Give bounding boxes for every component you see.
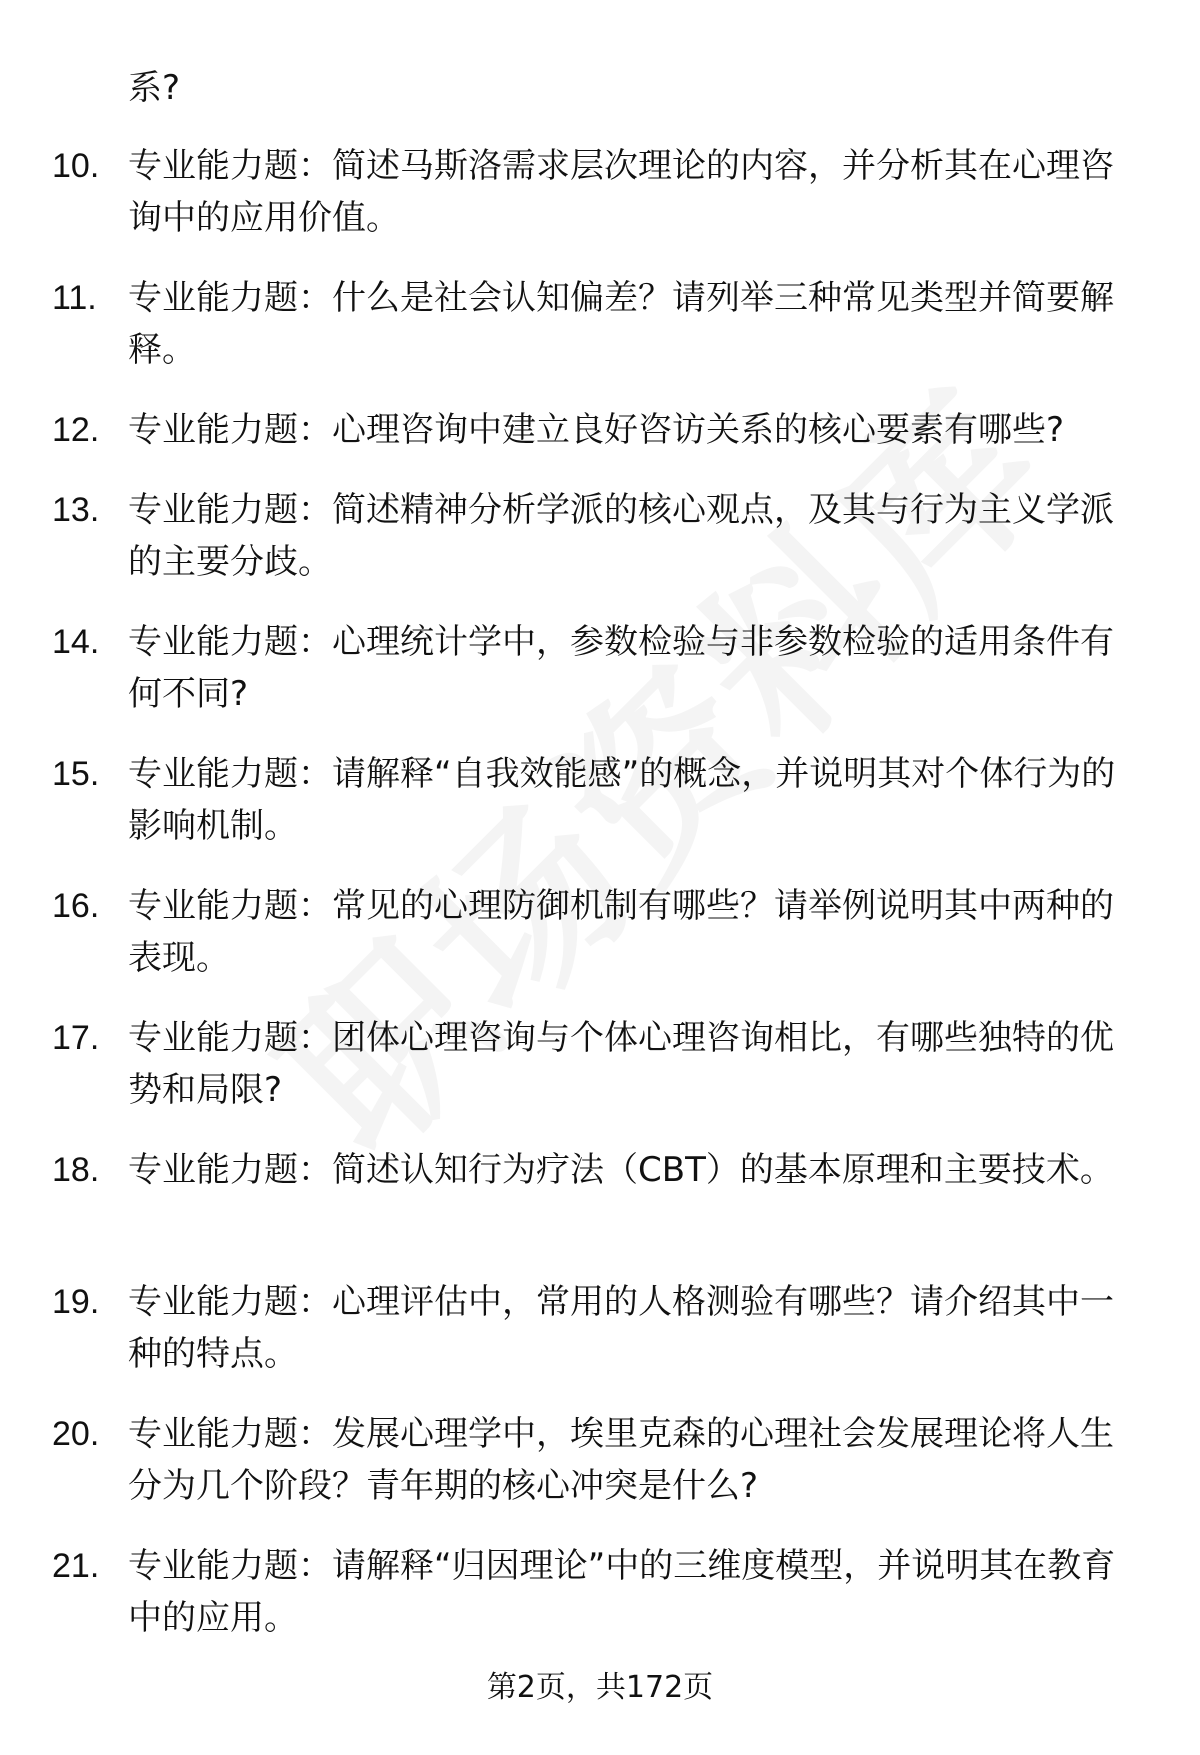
question-text: 专业能力题：简述精神分析学派的核心观点，及其与行为主义学派的主要分歧。: [128, 490, 1114, 582]
question-number: 19.: [52, 1283, 100, 1321]
question-text: 专业能力题：请解释“归因理论”中的三维度模型，并说明其在教育中的应用。: [128, 1546, 1116, 1638]
question-item: [0, 484, 1200, 616]
continuation-text: 系?: [128, 68, 181, 108]
question-number: 17.: [52, 1019, 100, 1057]
question-item: [0, 1276, 1200, 1408]
question-number: 13.: [52, 491, 100, 529]
question-text: 专业能力题：常见的心理防御机制有哪些？请举例说明其中两种的表现。: [128, 886, 1114, 978]
question-item: [0, 880, 1200, 1012]
question-text: 专业能力题：心理咨询中建立良好咨访关系的核心要素有哪些?: [128, 410, 1065, 450]
question-text: 专业能力题：心理统计学中，参数检验与非参数检验的适用条件有何不同?: [128, 622, 1114, 714]
question-number: 20.: [52, 1415, 100, 1453]
question-number: 12.: [52, 411, 100, 449]
question-item: [0, 404, 1200, 484]
question-list: [0, 140, 1200, 1672]
question-item: [0, 616, 1200, 748]
question-item: [0, 1144, 1200, 1276]
question-number: 15.: [52, 755, 100, 793]
question-number: 18.: [52, 1151, 100, 1189]
question-text: 专业能力题：发展心理学中，埃里克森的心理社会发展理论将人生分为几个阶段？青年期的核心冲突是什么?: [128, 1414, 1114, 1506]
question-item: [0, 140, 1200, 272]
question-item: [0, 1540, 1200, 1672]
question-item: [0, 1408, 1200, 1540]
question-text: 专业能力题：心理评估中，常用的人格测验有哪些？请介绍其中一种的特点。: [128, 1282, 1114, 1374]
question-item: [0, 1012, 1200, 1144]
question-number: 11.: [52, 279, 97, 317]
question-text: 专业能力题：简述认知行为疗法（CBT）的基本原理和主要技术。: [128, 1150, 1114, 1190]
question-text: 专业能力题：团体心理咨询与个体心理咨询相比，有哪些独特的优势和局限?: [128, 1018, 1114, 1110]
question-item: [0, 272, 1200, 404]
question-number: 16.: [52, 887, 100, 925]
question-number: 10.: [52, 147, 100, 185]
page-footer: 第2页，共172页: [486, 1670, 714, 1705]
question-text: 专业能力题：简述马斯洛需求层次理论的内容，并分析其在心理咨询中的应用价值。: [128, 146, 1114, 238]
question-number: 14.: [52, 623, 100, 661]
question-number: 21.: [52, 1547, 100, 1585]
question-item: [0, 748, 1200, 880]
question-text: 专业能力题：请解释“自我效能感”的概念，并说明其对个体行为的影响机制。: [128, 754, 1116, 846]
question-text: 专业能力题：什么是社会认知偏差？请列举三种常见类型并简要解释。: [128, 278, 1114, 370]
